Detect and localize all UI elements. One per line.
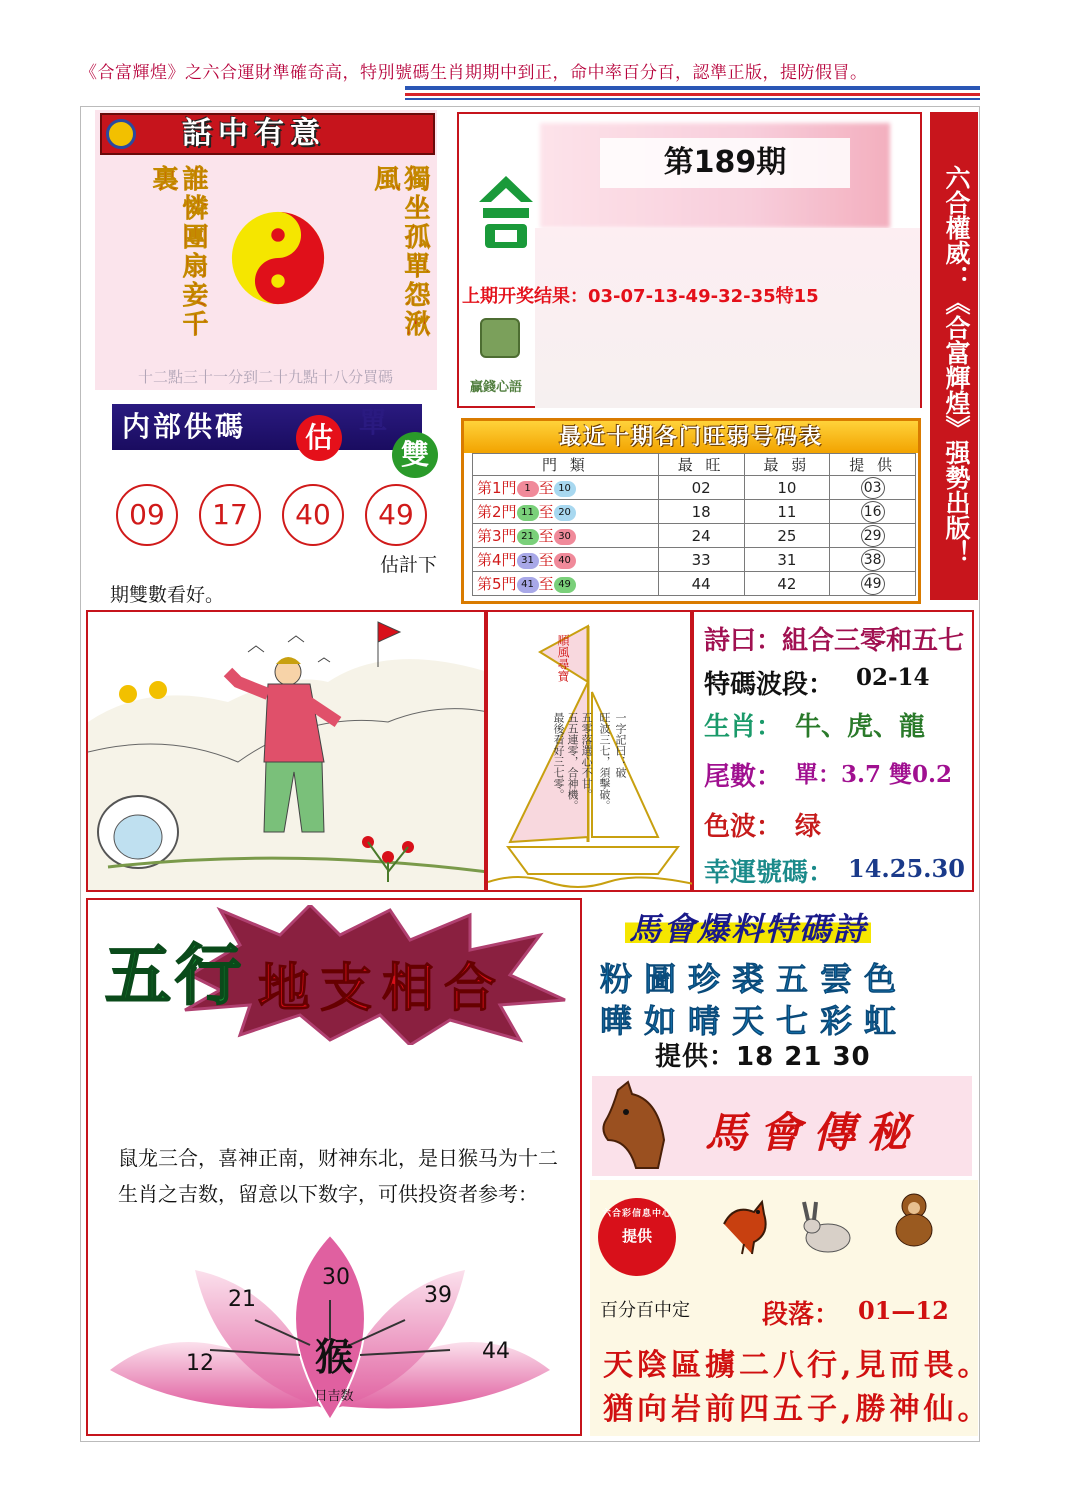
horse-icon [598,1080,670,1172]
boat-panel [486,610,692,892]
door-cell [473,548,659,572]
secret-title: 馬會傳秘 [705,1108,922,1157]
table-header: 門 類 [473,454,659,476]
wuxing-title-b: 地支相合 [258,958,507,1019]
man-pointing-illustration [88,612,486,892]
verse-line: 猶向岩前四五子,勝神仙。 [603,1392,992,1427]
ball-from: 11 [517,505,539,521]
lotus-number: 12 [186,1351,214,1376]
provide-ring: 16 [861,501,885,523]
lucky-label: 幸運號碼： [704,858,835,888]
table-title: 最近十期各门旺弱号码表 [464,421,918,453]
max-cell: 02 [658,476,744,500]
banner-lines [405,86,980,104]
min-cell: 42 [744,572,830,596]
sail-line: 一字記曰：破 [614,712,627,778]
seal-badge [598,1198,676,1276]
table-row [473,476,916,500]
lotus-center: 猴 [314,1334,354,1379]
tag-shuang: 雙 [392,432,438,478]
issue-number: 第189期 [600,138,850,188]
to-word: 至 [538,503,554,521]
tag-gu: 估 [296,415,342,461]
color-value: 绿 [795,812,822,842]
table-row [473,500,916,524]
lotus-icon [100,1230,560,1430]
huazhong-title: 話中有意 [182,116,326,151]
ball-from: 1 [517,481,539,497]
door-label: 第1門 [477,479,517,497]
ball-to: 30 [554,529,576,545]
blurred-area [535,228,920,408]
code-number: 09 [116,484,178,546]
top-banner: 《合富輝煌》之六合運財準確奇高，特別號碼生肖期期中到正，命中率百分百，認準正版，提防假冒。 [80,63,868,83]
ball-to: 10 [554,481,576,497]
table-row [473,524,916,548]
rooster-icon [714,1194,774,1256]
yinyang-icon [230,210,326,306]
door-grid [472,453,916,596]
provide-ring: 29 [861,525,885,547]
door-label: 第3門 [477,527,517,545]
provide-ring: 38 [861,549,885,571]
code-number: 49 [365,484,427,546]
seal-provide: 提供 [621,1227,652,1245]
estimate-line2: 期雙數看好。 [110,584,225,606]
monkey-icon [884,1188,944,1250]
provide-cell [830,548,916,572]
duanluo-label: 段落： [762,1300,841,1330]
table-header: 最 弱 [744,454,830,476]
sail-line: 五零落選心不甘。 [580,712,593,800]
lotus-number: 39 [424,1283,452,1308]
ball-to: 40 [554,553,576,569]
to-word: 至 [538,551,554,569]
duanluo-value: 01—12 [858,1296,949,1325]
special-poem-line: 粉圖珍裘五雲色 [600,960,909,998]
tail-value: 單：3.7 雙0.2 [795,761,953,788]
table-row [473,548,916,572]
win-text: 贏錢心語 [470,380,523,395]
code-number: 17 [199,484,261,546]
ball-to: 49 [554,577,576,593]
lotus-number: 21 [228,1287,256,1312]
percent-text: 百分百中定 [600,1300,690,1321]
door-label: 第2門 [477,503,517,521]
max-cell: 33 [658,548,744,572]
seal-text: 六合彩信息中心 [601,1209,672,1219]
min-cell: 31 [744,548,830,572]
verse-line: 天陰區擄二八行,見而畏。 [603,1348,992,1383]
logo-icon [106,119,136,149]
wuxing-description: 鼠龙三合，喜神正南，财神东北，是日猴马为十二生肖之吉数，留意以下数字，可供投资者参考： [118,1146,558,1206]
provide-cell [830,476,916,500]
lucky-value: 14.25.30 [848,854,965,883]
door-cell [473,476,659,500]
boat-flag: 順風尋寶 [556,634,570,682]
tag-dan: 單 [358,406,387,439]
door-label: 第4門 [477,551,517,569]
min-cell: 25 [744,524,830,548]
ball-from: 31 [517,553,539,569]
zodiac-value: 牛、虎、龍 [795,712,926,742]
poem-left: 誰憐團扇妾千裏 [148,165,208,339]
color-label: 色波： [704,812,783,842]
money-icon [480,318,520,358]
he-logo-icon [475,172,537,252]
wave-value: 02-14 [856,664,930,691]
door-cell [473,500,659,524]
max-cell: 44 [658,572,744,596]
min-cell: 10 [744,476,830,500]
door-table [461,418,921,604]
rabbit-icon [796,1198,856,1260]
wave-label: 特碼波段： [704,670,835,700]
max-cell: 18 [658,500,744,524]
door-cell [473,524,659,548]
to-word: 至 [538,527,554,545]
to-word: 至 [538,479,554,497]
sail-line: 五五連零，合神機。 [566,712,579,811]
provide-cell [830,524,916,548]
last-result: 上期开奖结果：03-07-13-49-32-35特15 [462,286,819,307]
wuxing-title-a: 五行 [105,936,245,1014]
sail-line: 旺波三七，須擊破。 [598,712,611,811]
max-cell: 24 [658,524,744,548]
table-header: 最 旺 [658,454,744,476]
ball-to: 20 [554,505,576,521]
table-header: 提 供 [830,454,916,476]
provide-ring: 49 [861,573,885,595]
poem-line: 詩曰：組合三零和五七 [704,626,965,656]
provide-cell [830,572,916,596]
internal-codes-title: 内部供碼 [122,410,247,443]
min-cell: 11 [744,500,830,524]
special-poem-line: 曄如晴天七彩虹 [600,1002,909,1040]
huazhong-footer: 十二點三十一分到二十九點十八分買碼 [137,368,393,386]
right-strip-text: 六合權威：《合富輝煌》强勢出版！ [942,165,971,565]
sail-line: 最後看好三七零。 [552,712,565,800]
illustration-panel [86,610,486,892]
zodiac-label: 生肖： [704,712,783,742]
code-number: 40 [282,484,344,546]
door-cell [473,572,659,596]
poem-right: 獨坐孤單怨湫風 [370,165,430,339]
lotus-number: 44 [482,1339,510,1364]
door-label: 第5門 [477,575,517,593]
estimate-line1: 估計下 [380,554,438,576]
to-word: 至 [538,575,554,593]
provide-cell [830,500,916,524]
special-poem-title: 馬會爆料特碼詩 [625,904,871,950]
lotus-number: 30 [322,1265,350,1290]
table-row [473,572,916,596]
provide-ring: 03 [861,477,885,499]
ball-from: 41 [517,577,539,593]
ball-from: 21 [517,529,539,545]
huazhong-header [100,113,435,155]
lotus-sub: 日吉数 [314,1389,354,1404]
provide-numbers: 提供：18 21 30 [655,1042,871,1072]
tail-label: 尾數： [704,762,783,792]
